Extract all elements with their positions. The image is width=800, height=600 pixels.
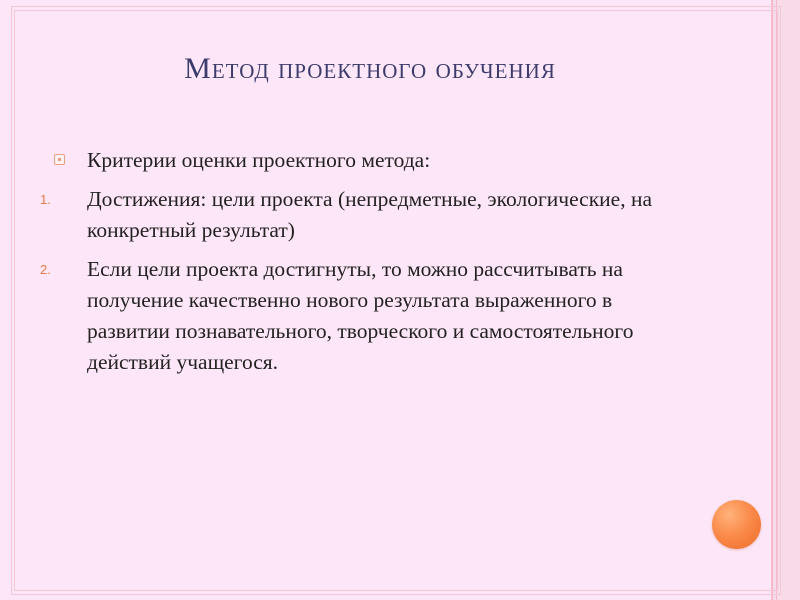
item-number: 2.: [40, 262, 51, 277]
bullet-icon: [54, 154, 65, 165]
bullet-item: [40, 145, 690, 176]
item-text: Достижения: цели проекта (непредметные, экологические, на конкретный результат): [87, 187, 652, 242]
orange-circle-decoration: [712, 500, 761, 549]
numbered-item: [40, 184, 690, 246]
bullet-text: Критерии оценки проектного метода:: [87, 148, 431, 172]
item-number: 1.: [40, 192, 51, 207]
numbered-item: [40, 254, 690, 378]
slide-title: Метод проектного обучения: [184, 52, 556, 85]
item-text: Если цели проекта достигнуты, то можно рассчитывать на получение качественно нового результата выраженного в развитии познавательного, творческого и самостоятельного действий учащегося.: [87, 257, 634, 374]
slide-content: [40, 145, 690, 386]
